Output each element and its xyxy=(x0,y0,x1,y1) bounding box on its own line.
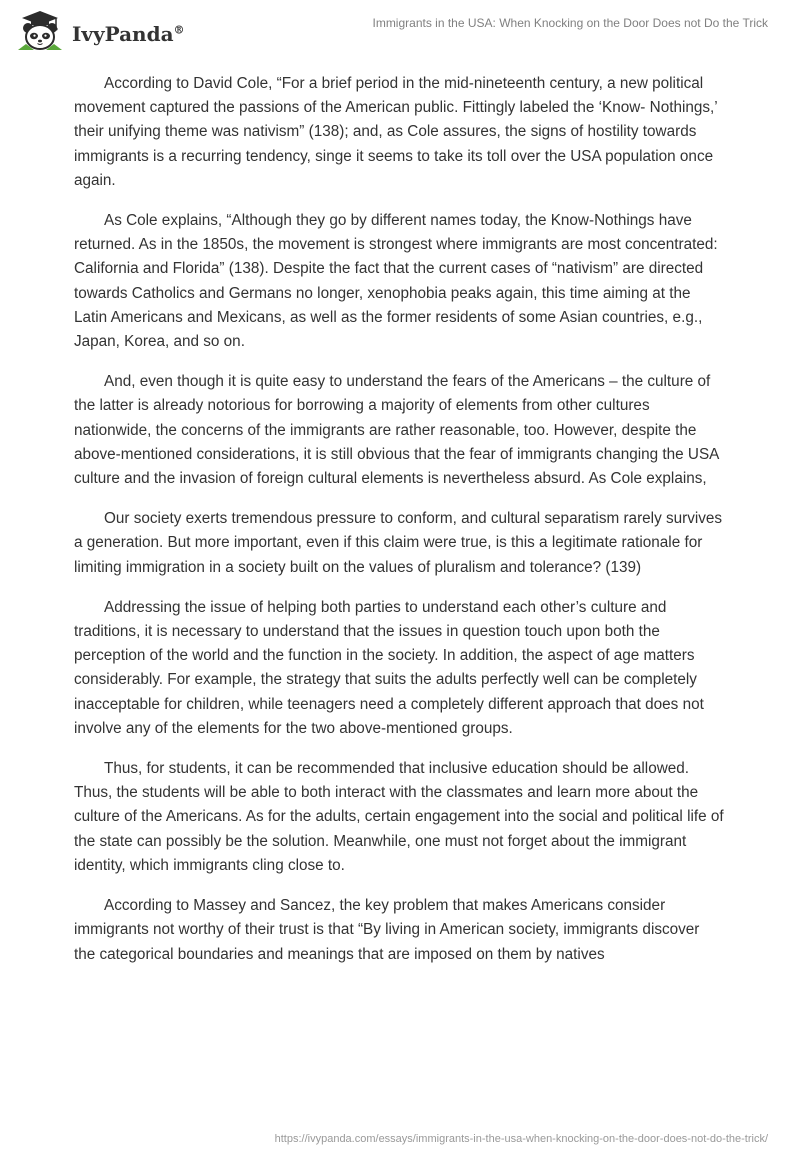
paragraph: And, even though it is quite easy to understand the fears of the Americans – the culture of the latter is already notorious for borrowing a majority of elements from other cultures nationwide, the concerns of the immigrants are rather reasonable, too. However, despite the above-mentioned considerations, it is still obvious that the fear of immigrants changing the USA culture and the invasion of foreign cultural elements is nevertheless absurd. As Cole explains, xyxy=(74,373,719,488)
brand-name xyxy=(72,22,185,46)
brand-name-text: IvyPanda xyxy=(72,22,174,46)
ivypanda-logo[interactable] xyxy=(14,10,185,54)
panda-graduate-icon xyxy=(14,10,66,54)
brand-registered-mark: ® xyxy=(173,23,185,37)
paragraph: According to Massey and Sancez, the key problem that makes Americans consider immigrants not worthy of their trust is that “By living in American society, immigrants discover the categorical boundaries and meanings that are imposed on them by natives xyxy=(74,897,700,963)
source-url[interactable]: https://ivypanda.com/essays/immigrants-in-the-usa-when-knocking-on-the-door-does-not-do-the-trick/ xyxy=(274,1133,768,1145)
essay-body xyxy=(74,72,724,983)
document-title: Immigrants in the USA: When Knocking on the Door Does not Do the Trick xyxy=(372,16,768,30)
paragraph: Thus, for students, it can be recommended that inclusive education should be allowed. Thus, the students will be able to both interact with the classmates and learn more about the culture of the Americans. As for the adults, certain engagement into the social and political life of the state can possibly be the solution. Meanwhile, one must not forget about the immigrant identity, which immigrants cling close to. xyxy=(74,760,724,874)
paragraph: As Cole explains, “Although they go by different names today, the Know-Nothings have returned. As in the 1850s, the movement is strongest where immigrants are most concentrated: California and Florida” (138). Despite the fact that the current cases of “nativism” are directed towards Catholics and Germans no longer, xenophobia peaks again, this time aiming at the Latin Americans and Mexicans, as well as the former residents of some Asian countries, e.g., Japan, Korea, and so on. xyxy=(74,212,718,351)
block-quote: Our society exerts tremendous pressure to conform, and cultural separatism rarely survives a generation. But more important, even if this claim were true, is this a legitimate rationale for limiting immigration in a society built on the values of pluralism and tolerance? (139) xyxy=(74,510,723,576)
paragraph: According to David Cole, “For a brief period in the mid-nineteenth century, a new political movement captured the passions of the American public. Fittingly labeled the ‘Know- Nothings,’ their unifying theme was nativism” (138); and, as Cole assures, the signs of hostility towards immigrants is a recurring tendency, singe it seems to take its toll over the USA population once again. xyxy=(74,75,718,189)
page-header xyxy=(0,0,800,60)
paragraph: Addressing the issue of helping both parties to understand each other’s culture and traditions, it is necessary to understand that the issues in question touch upon both the perception of the world and the function in the society. In addition, the aspect of age matters considerably. For example, the strategy that suits the adults perfectly well can be completely inacceptable for children, while teenagers need a completely different approach that does not involve any of the elements for the two above-mentioned groups. xyxy=(74,598,704,737)
